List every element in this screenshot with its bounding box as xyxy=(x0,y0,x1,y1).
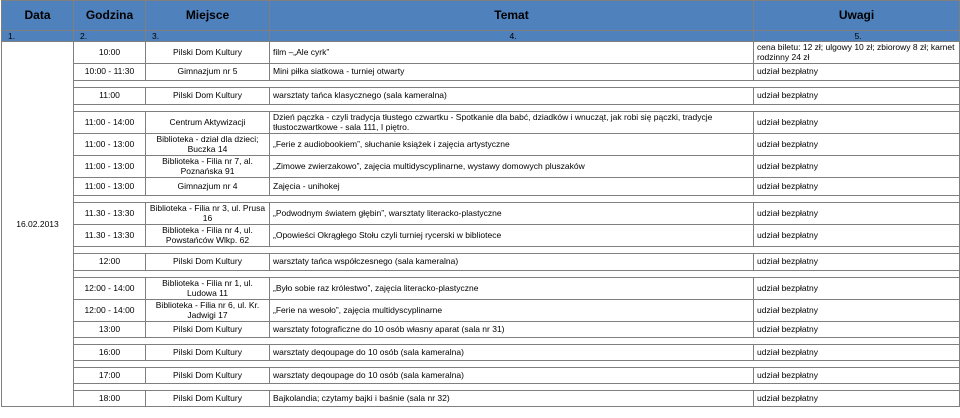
topic-cell: „Opowieści Okrągłego Stołu czyli turniej rycerski w bibliotece xyxy=(270,224,754,246)
time-cell: 11.30 - 13:30 xyxy=(74,224,146,246)
place-cell: Biblioteka - Filia nr 6, ul. Kr. Jadwigi 17 xyxy=(146,299,270,321)
column-number: 3. xyxy=(146,31,270,42)
notes-cell: cena biletu: 12 zł; ulgowy 10 zł; zbiorowy 8 zł; karnet rodzinny 24 zł xyxy=(754,42,960,63)
table-row xyxy=(2,133,960,155)
time-cell: 18:00 xyxy=(74,390,146,406)
place-cell: Biblioteka - Filia nr 7, al. Poznańska 91 xyxy=(146,155,270,177)
topic-cell: Bajkolandia; czytamy bajki i baśnie (sala nr 32) xyxy=(270,390,754,406)
column-number: 4. xyxy=(270,31,754,42)
place-cell: Pilski Dom Kultury xyxy=(146,42,270,63)
table-row xyxy=(2,253,960,270)
spacer-row xyxy=(2,80,960,87)
place-cell: Pilski Dom Kultury xyxy=(146,390,270,406)
column-number: 5. xyxy=(754,31,960,42)
time-cell: 10:00 xyxy=(74,42,146,63)
table-row xyxy=(2,202,960,224)
topic-cell: warsztaty fotograficzne do 10 osób własny aparat (sala nr 31) xyxy=(270,321,754,337)
header-date: Data xyxy=(2,1,74,31)
time-cell: 11.30 - 13:30 xyxy=(74,202,146,224)
date-cell: 16.02.2013 xyxy=(2,42,74,406)
notes-cell: udział bezpłatny xyxy=(754,87,960,104)
place-cell: Gimnazjum nr 5 xyxy=(146,63,270,80)
notes-cell: udział bezpłatny xyxy=(754,321,960,337)
time-cell: 11:00 xyxy=(74,87,146,104)
notes-cell: udział bezpłatny xyxy=(754,299,960,321)
topic-cell: „Było sobie raz królestwo”, zajęcia literacko-plastyczne xyxy=(270,277,754,299)
time-cell: 11:00 - 13:00 xyxy=(74,133,146,155)
spacer-row xyxy=(2,383,960,390)
spacer-row xyxy=(2,246,960,253)
topic-cell: warsztaty tańca współczesnego (sala kameralna) xyxy=(270,253,754,270)
spacer-row xyxy=(2,104,960,111)
topic-cell: Mini piłka siatkowa - turniej otwarty xyxy=(270,63,754,80)
topic-cell: Dzień pączka - czyli tradycja tłustego czwartku - Spotkanie dla babć, dziadków i wnucząt, jak robi się pączki, tradycje tłustoczwartkowe - sala 111, I piętro. xyxy=(270,111,754,133)
table-row xyxy=(2,63,960,80)
place-cell: Biblioteka - dział dla dzieci; Buczka 14 xyxy=(146,133,270,155)
table-row xyxy=(2,224,960,246)
place-cell: Pilski Dom Kultury xyxy=(146,367,270,383)
table-row xyxy=(2,299,960,321)
spacer-row xyxy=(2,337,960,344)
topic-cell: warsztaty deqoupage do 10 osób (sala kameralna) xyxy=(270,367,754,383)
topic-cell: warsztaty deqoupage do 10 osób (sala kameralna) xyxy=(270,344,754,360)
topic-cell: film –„Ale cyrk” xyxy=(270,42,754,63)
notes-cell: udział bezpłatny xyxy=(754,202,960,224)
table-row xyxy=(2,177,960,195)
table-row xyxy=(2,111,960,133)
table-row xyxy=(2,321,960,337)
header-topic: Temat xyxy=(270,1,754,31)
time-cell: 13:00 xyxy=(74,321,146,337)
table-row xyxy=(2,344,960,360)
place-cell: Pilski Dom Kultury xyxy=(146,321,270,337)
topic-cell: „Ferie z audiobookiem”, słuchanie książek i zajęcia artystyczne xyxy=(270,133,754,155)
place-cell: Pilski Dom Kultury xyxy=(146,253,270,270)
notes-cell: udział bezpłatny xyxy=(754,367,960,383)
column-number-row xyxy=(2,31,960,42)
notes-cell: udział bezpłatny xyxy=(754,390,960,406)
time-cell: 12:00 xyxy=(74,253,146,270)
notes-cell: udział bezpłatny xyxy=(754,344,960,360)
notes-cell: udział bezpłatny xyxy=(754,63,960,80)
spacer-row xyxy=(2,270,960,277)
place-cell: Biblioteka - Filia nr 3, ul. Prusa 16 xyxy=(146,202,270,224)
notes-cell: udział bezpłatny xyxy=(754,224,960,246)
place-cell: Biblioteka - Filia nr 1, ul. Ludowa 11 xyxy=(146,277,270,299)
place-cell: Pilski Dom Kultury xyxy=(146,87,270,104)
header-place: Miejsce xyxy=(146,1,270,31)
topic-cell: Zajęcia - unihokej xyxy=(270,177,754,195)
time-cell: 16:00 xyxy=(74,344,146,360)
table-row xyxy=(2,42,960,63)
place-cell: Gimnazjum nr 4 xyxy=(146,177,270,195)
notes-cell: udział bezpłatny xyxy=(754,133,960,155)
topic-cell: warsztaty tańca klasycznego (sala kameralna) xyxy=(270,87,754,104)
time-cell: 11:00 - 13:00 xyxy=(74,155,146,177)
header-notes: Uwagi xyxy=(754,1,960,31)
spacer-row xyxy=(2,195,960,202)
place-cell: Biblioteka - Filia nr 4, ul. Powstańców Wlkp. 62 xyxy=(146,224,270,246)
time-cell: 11:00 - 14:00 xyxy=(74,111,146,133)
topic-cell: „Ferie na wesoło”, zajęcia multidyscyplinarne xyxy=(270,299,754,321)
place-cell: Pilski Dom Kultury xyxy=(146,344,270,360)
notes-cell: udział bezpłatny xyxy=(754,253,960,270)
notes-cell: udział bezpłatny xyxy=(754,177,960,195)
table-row xyxy=(2,155,960,177)
time-cell: 17:00 xyxy=(74,367,146,383)
column-number: 1. xyxy=(2,31,74,42)
column-number: 2. xyxy=(74,31,146,42)
table-row xyxy=(2,277,960,299)
table-row xyxy=(2,87,960,104)
table-row xyxy=(2,390,960,406)
spacer-row xyxy=(2,360,960,367)
notes-cell: udział bezpłatny xyxy=(754,277,960,299)
time-cell: 11:00 - 13:00 xyxy=(74,177,146,195)
topic-cell: „Zimowe zwierzakowo”, zajęcia multidyscyplinarne, wystawy domowych pluszaków xyxy=(270,155,754,177)
notes-cell: udział bezpłatny xyxy=(754,111,960,133)
header-time: Godzina xyxy=(74,1,146,31)
time-cell: 12:00 - 14:00 xyxy=(74,277,146,299)
table-row xyxy=(2,367,960,383)
time-cell: 12:00 - 14:00 xyxy=(74,299,146,321)
topic-cell: „Podwodnym światem głębin”, warsztaty literacko-plastyczne xyxy=(270,202,754,224)
place-cell: Centrum Aktywizacji xyxy=(146,111,270,133)
notes-cell: udział bezpłatny xyxy=(754,155,960,177)
header-row xyxy=(2,1,960,31)
schedule-table xyxy=(1,0,960,407)
time-cell: 10:00 - 11:30 xyxy=(74,63,146,80)
